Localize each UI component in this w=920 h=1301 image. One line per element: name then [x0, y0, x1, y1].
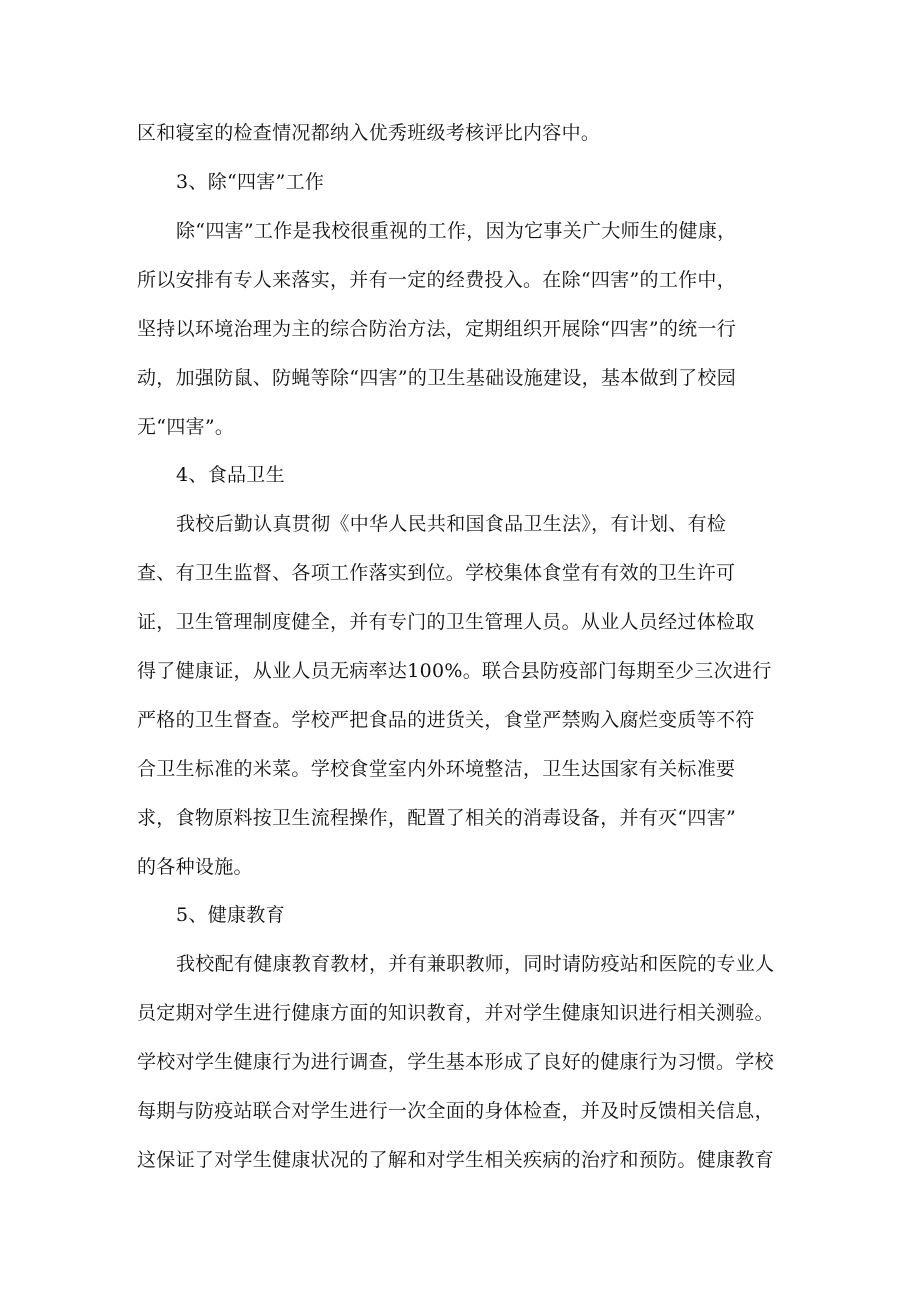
paragraph-line: 我校后勤认真贯彻《中华人民共和国食品卫生法》，有计划、有检: [176, 513, 727, 535]
paragraph-line: 证，卫生管理制度健全，并有专门的卫生管理人员。从业人员经过体检取: [137, 611, 755, 633]
paragraph-line: 学校对学生健康行为进行调查，学生基本形成了良好的健康行为习惯。学校: [137, 1051, 774, 1073]
paragraph-line: 这保证了对学生健康状况的了解和对学生相关疾病的治疗和预防。健康教育: [137, 1149, 774, 1171]
paragraph-line: 动，加强防鼠、防蝇等除“四害”的卫生基础设施建设，基本做到了校园: [137, 367, 737, 389]
paragraph-line: 求，食物原料按卫生流程操作，配置了相关的消毒设备，并有灭“四害”: [137, 807, 737, 829]
paragraph-line: 坚持以环境治理为主的综合防治方法，定期组织开展除“四害”的统一行: [137, 318, 737, 340]
paragraph-line: 我校配有健康教育教材，并有兼职教师，同时请防疫站和医院的专业人: [176, 953, 775, 975]
paragraph-line: 除“四害”工作是我校很重视的工作，因为它事关广大师生的健康，: [176, 220, 737, 242]
section-heading-3: 3、除“四害”工作: [176, 171, 325, 193]
paragraph-line: 合卫生标准的米菜。学校食堂室内外环境整洁，卫生达国家有关标准要: [137, 758, 736, 780]
paragraph-line: 员定期对学生进行健康方面的知识教育，并对学生健康知识进行相关测验。: [137, 1002, 774, 1024]
paragraph-line: 每期与防疫站联合对学生进行一次全面的身体检查，并及时反馈相关信息，: [137, 1100, 774, 1122]
section-heading-5: 5、健康教育: [176, 904, 285, 926]
paragraph-line: 查、有卫生监督、各项工作落实到位。学校集体食堂有有效的卫生许可: [137, 562, 736, 584]
paragraph-line: 的各种设施。: [137, 856, 253, 878]
section-heading-4: 4、食品卫生: [176, 464, 285, 486]
body-text-line: 区和寝室的检查情况都纳入优秀班级考核评比内容中。: [137, 122, 601, 144]
paragraph-line: 严格的卫生督查。学校严把食品的进货关，食堂严禁购入腐烂变质等不符: [137, 709, 755, 731]
paragraph-line: 得了健康证，从业人员无病率达100%。联合县防疫部门每期至少三次进行: [137, 660, 772, 682]
paragraph-line: 所以安排有专人来落实，并有一定的经费投入。在除“四害”的工作中，: [137, 269, 737, 291]
paragraph-line: 无“四害”。: [137, 416, 235, 438]
